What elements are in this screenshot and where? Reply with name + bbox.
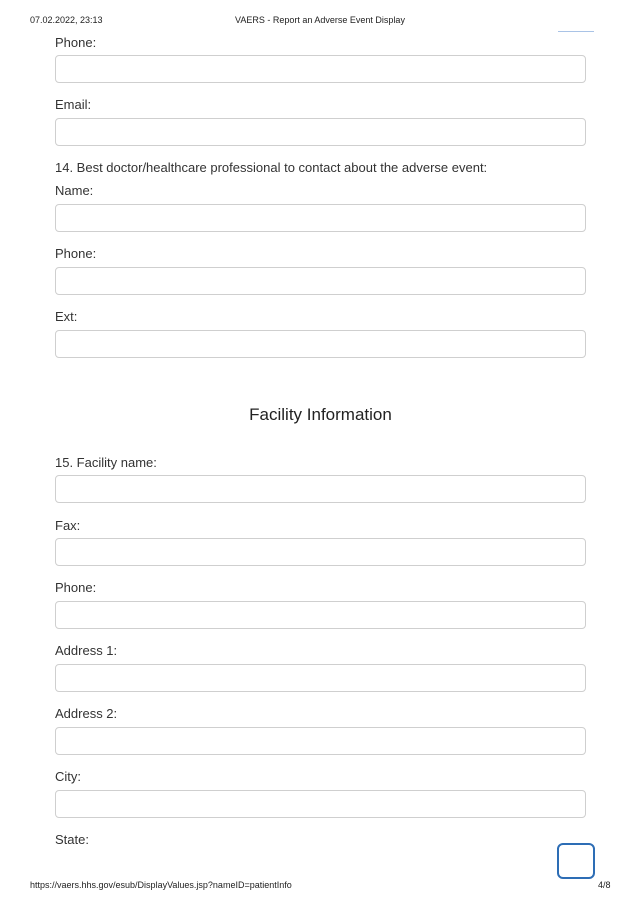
print-header <box>0 15 640 29</box>
doctor-name-field[interactable] <box>55 204 586 232</box>
address-1-field[interactable] <box>55 664 586 692</box>
facility-section-title: Facility Information <box>249 405 392 424</box>
address-2-field[interactable] <box>55 727 586 755</box>
floating-action-button[interactable] <box>557 843 595 879</box>
header-divider <box>558 31 594 32</box>
facility-phone-label: Phone: <box>55 580 97 595</box>
print-footer <box>0 880 640 894</box>
fax-field[interactable] <box>55 538 586 566</box>
state-label: State: <box>55 832 89 847</box>
facility-name-field[interactable] <box>55 475 586 503</box>
city-field[interactable] <box>55 790 586 818</box>
question-14-label: 14. Best doctor/healthcare professional to contact about the adverse event: <box>55 160 488 175</box>
question-15-label: 15. Facility name: <box>55 455 157 470</box>
doctor-phone-label: Phone: <box>55 246 97 261</box>
facility-phone-field[interactable] <box>55 601 586 629</box>
email-label: Email: <box>55 97 92 112</box>
print-page-title: VAERS - Report an Adverse Event Display <box>235 15 405 25</box>
doctor-ext-field[interactable] <box>55 330 586 358</box>
city-label: City: <box>55 769 81 784</box>
print-datetime: 07.02.2022, 23:13 <box>30 15 103 25</box>
doctor-ext-label: Ext: <box>55 309 78 324</box>
fax-label: Fax: <box>55 518 81 533</box>
address-1-label: Address 1: <box>55 643 118 658</box>
email-field[interactable] <box>55 118 586 146</box>
phone-field[interactable] <box>55 55 586 83</box>
doctor-phone-field[interactable] <box>55 267 586 295</box>
print-url: https://vaers.hhs.gov/esub/DisplayValues.jsp?nameID=patientInfo <box>30 880 292 890</box>
doctor-name-label: Name: <box>55 183 94 198</box>
page-number: 4/8 <box>598 880 611 890</box>
phone-label: Phone: <box>55 35 97 50</box>
address-2-label: Address 2: <box>55 706 118 721</box>
